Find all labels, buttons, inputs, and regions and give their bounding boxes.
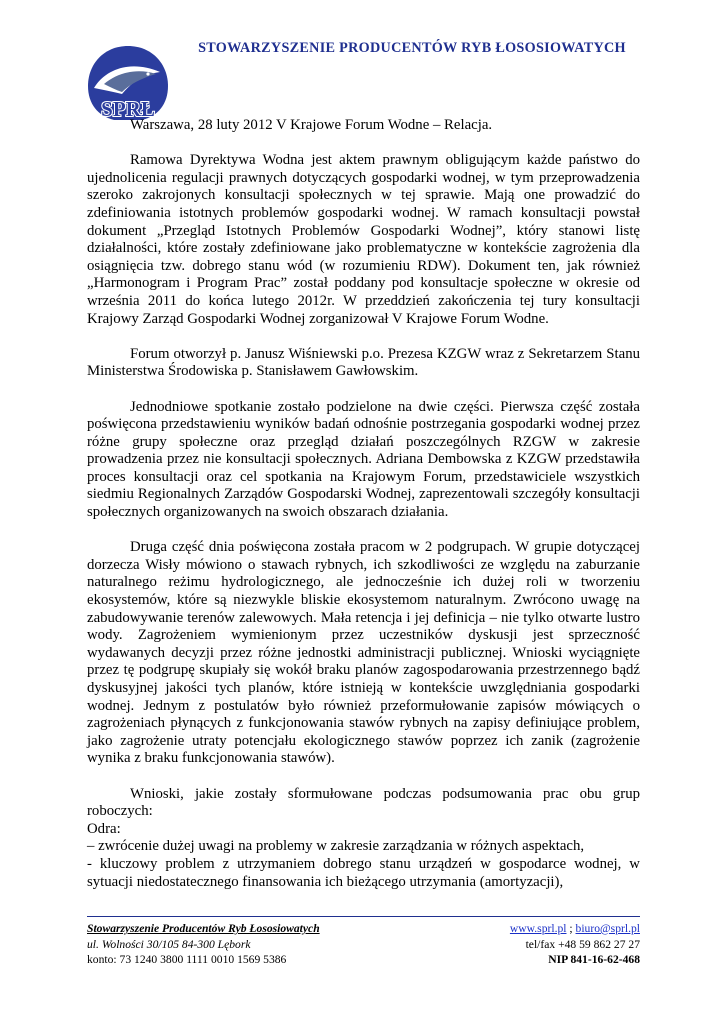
footer-org-name: Stowarzyszenie Producentów Ryb Łososiowatych — [87, 922, 320, 935]
organization-title: STOWARZYSZENIE PRODUCENTÓW RYB ŁOSOSIOWATYCH — [198, 40, 626, 56]
date-line: Warszawa, 28 luty 2012 V Krajowe Forum Wodne – Relacja. — [130, 117, 493, 133]
letterhead — [84, 22, 640, 122]
link-separator: ; — [566, 922, 576, 935]
sprl-logo — [84, 42, 172, 122]
letter-body — [87, 117, 640, 891]
paragraph-second-part: Druga część dnia poświęcona została pracom w 2 podgrupach. W grupie dotyczącej dorzecza Wisły mówiono o stawach rybnych, ich szkodliwości ze względu na zaburzanie naturalnego reżimu hydrologicznego, ale jednocześnie ich dużej roli w tworzeniu ekosystemów, które są niezwykle bliskie ekosystemom naturalnym. Zwrócono uwagę na zabudowywanie terenów zalewowych. Mała retencja i jej definicja – nie tylko otwarte lustro wody. Zagrożeniem wymienionym przez uczestników dyskusji jest sprzeczność wydawanych decyzji przez różne jednostki administracji publicznej. Wnioski wyciągnięte przez tę podgrupę skupiały się wokół braku planów zagospodarowania przestrzennego bądź dyskusyjnej jakości tych planów, które istnieją w kontekście uwzględniania gospodarki wodnej. Jednym z postulatów było również przeformułowanie zapisów mówiących o zagrożeniach płynących z funkcjonowania stawów rybnych na zapisy definiujące problem, jako zagrożenie utraty potencjału ekologicznego stawów poprzez ich zanik (zagrożenie wynika z braku funkcjonowania stawów). — [87, 539, 640, 767]
footer — [87, 921, 640, 968]
website-link[interactable]: www.sprl.pl — [509, 922, 567, 935]
bullet-item: - kluczowy problem z utrzymaniem dobrego stanu urządzeń w gospodarce wodnej, w sytuacji niedostatecznego finansowania ich bieżącego utrzymania (amortyzacji), — [87, 855, 640, 890]
footer-phone: tel/fax +48 59 862 27 27 — [525, 937, 640, 951]
email-link[interactable]: biuro@sprl.pl — [575, 922, 640, 935]
footer-account: konto: 73 1240 3800 1111 0010 1569 5386 — [87, 953, 287, 966]
footer-contact-links — [510, 921, 640, 937]
paragraph-intro: Ramowa Dyrektywa Wodna jest aktem prawnym obligującym każde państwo do ujednolicenia regulacji prawnych dotyczących gospodarki wodnej, w tym przeprowadzenia szeroko zakrojonych konsultacji społecznych w tej sprawie. Mają one prowadzić do zdefiniowania istotnych problemów gospodarki wodnej. W ramach konsultacji powstał dokument „Przegląd Istotnych Problemów Gospodarki Wodnej”, który stanowi listę działalności, które zostały zdefiniowane jako problematyczne w kontekście zagrożenia dla osiągnięcia tzw. dobrego stanu wód (w rozumieniu RDW). Dokument ten, jak również „Harmonogram i Program Prac” został poddany pod konsultacje społeczne w okresie od września 2011 do końca lutego 2012r. W przeddzień zakończenia tej tury konsultacji Krajowy Zarząd Gospodarki Wodnej zorganizował V Krajowe Forum Wodne. — [87, 152, 640, 327]
paragraph-opening: Forum otworzył p. Janusz Wiśniewski p.o. Prezesa KZGW wraz z Sekretarzem Stanu Ministerstwa Środowiska p. Stanisławem Gawłowskim. — [87, 345, 640, 380]
subheading-odra: Odra: — [87, 820, 121, 837]
logo-text: SPRŁ — [101, 97, 155, 121]
bullet-item: – zwrócenie dużej uwagi na problemy w zakresie zarządzania w różnych aspektach, — [87, 838, 585, 855]
footer-address: ul. Wolności 30/105 84-300 Lębork — [87, 937, 251, 951]
footer-nip: NIP 841-16-62-468 — [548, 953, 640, 966]
paragraph-conclusions: Wnioski, jakie zostały sformułowane podczas podsumowania prac obu grup roboczych: — [87, 785, 640, 820]
paragraph-first-part: Jednodniowe spotkanie zostało podzielone na dwie części. Pierwsza część została poświęcona przedstawieniu wyników badań odnośnie postrzegania gospodarki wodnej przez różne grupy społeczne oraz przegląd działań poszczególnych RZGW w zakresie prowadzenia przez nie konsultacji społecznych. Adriana Dembowska z KZGW przedstawiła proces konsultacji oraz cel spotkania na Krajowym Forum, przedstawiciele wszystkich siedmiu Regionalnych Zarządów Gospodarski Wodnej, zaprezentowali szczegóły konsultacji społecznych organizowanych na swoich obszarach działania. — [87, 398, 640, 521]
footer-divider — [87, 916, 640, 917]
